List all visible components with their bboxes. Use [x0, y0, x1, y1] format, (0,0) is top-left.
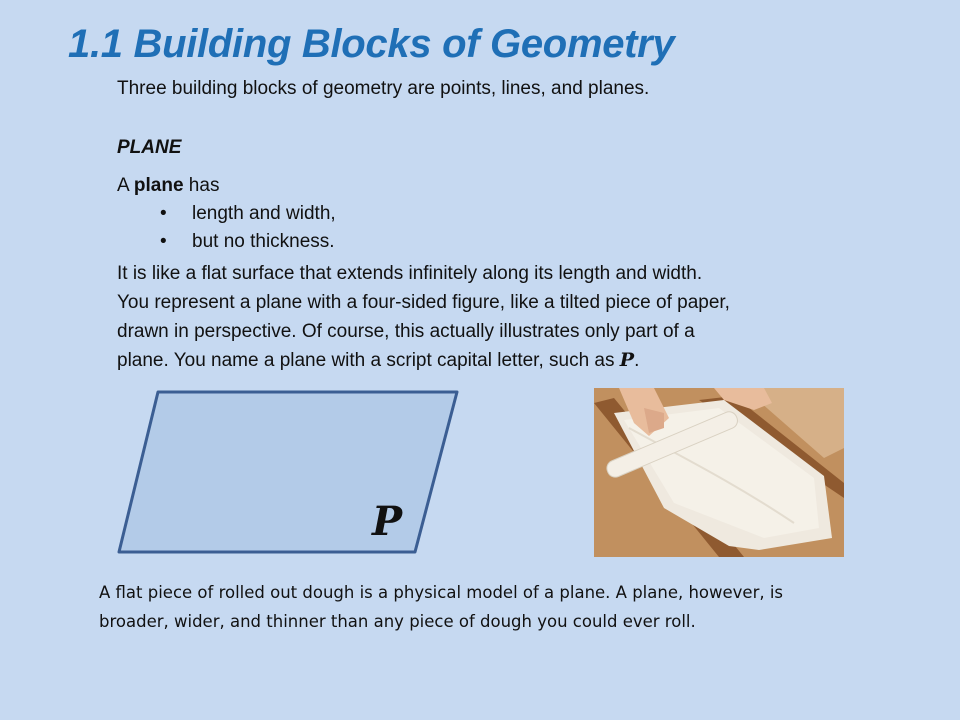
- bullet-dot: •: [160, 231, 167, 252]
- paragraph-last-prefix: plane. You name a plane with a script capital letter, such as: [117, 350, 620, 371]
- intro-text: Three building blocks of geometry are points, lines, and planes.: [117, 78, 650, 99]
- plane-has-line: [117, 175, 219, 197]
- dough-photo: [594, 388, 844, 557]
- bullet-text: length and width,: [192, 203, 336, 224]
- plane-diagram: [110, 385, 470, 560]
- caption-line: broader, wider, and thinner than any piece of dough you could ever roll.: [99, 612, 696, 631]
- section-heading: PLANE: [117, 137, 182, 158]
- paragraph-line: It is like a flat surface that extends infinitely along its length and width.: [117, 263, 703, 284]
- rolled-dough-image: [594, 388, 844, 557]
- has-suffix: has: [183, 175, 220, 196]
- has-prefix: A: [117, 175, 134, 196]
- plane-parallelogram: [119, 392, 457, 552]
- paragraph-line: [117, 346, 917, 375]
- plane-bold-word: plane: [133, 175, 184, 196]
- bullet-dot: •: [160, 203, 167, 224]
- bullet-text: but no thickness.: [192, 231, 335, 252]
- script-letter: P: [619, 349, 635, 371]
- paragraph-line: drawn in perspective. Of course, this actually illustrates only part of a: [117, 321, 695, 342]
- caption-line: A flat piece of rolled out dough is a physical model of a plane. A plane, however, is: [99, 583, 784, 602]
- bullet-item: [160, 203, 336, 225]
- bullet-item: [160, 231, 335, 253]
- slide-title: 1.1 Building Blocks of Geometry: [68, 22, 675, 66]
- photo-caption: [99, 578, 919, 636]
- plane-label: P: [372, 498, 403, 545]
- description-paragraph: [117, 259, 917, 375]
- paragraph-last-suffix: .: [634, 350, 640, 371]
- paragraph-line: You represent a plane with a four-sided figure, like a tilted piece of paper,: [117, 292, 730, 313]
